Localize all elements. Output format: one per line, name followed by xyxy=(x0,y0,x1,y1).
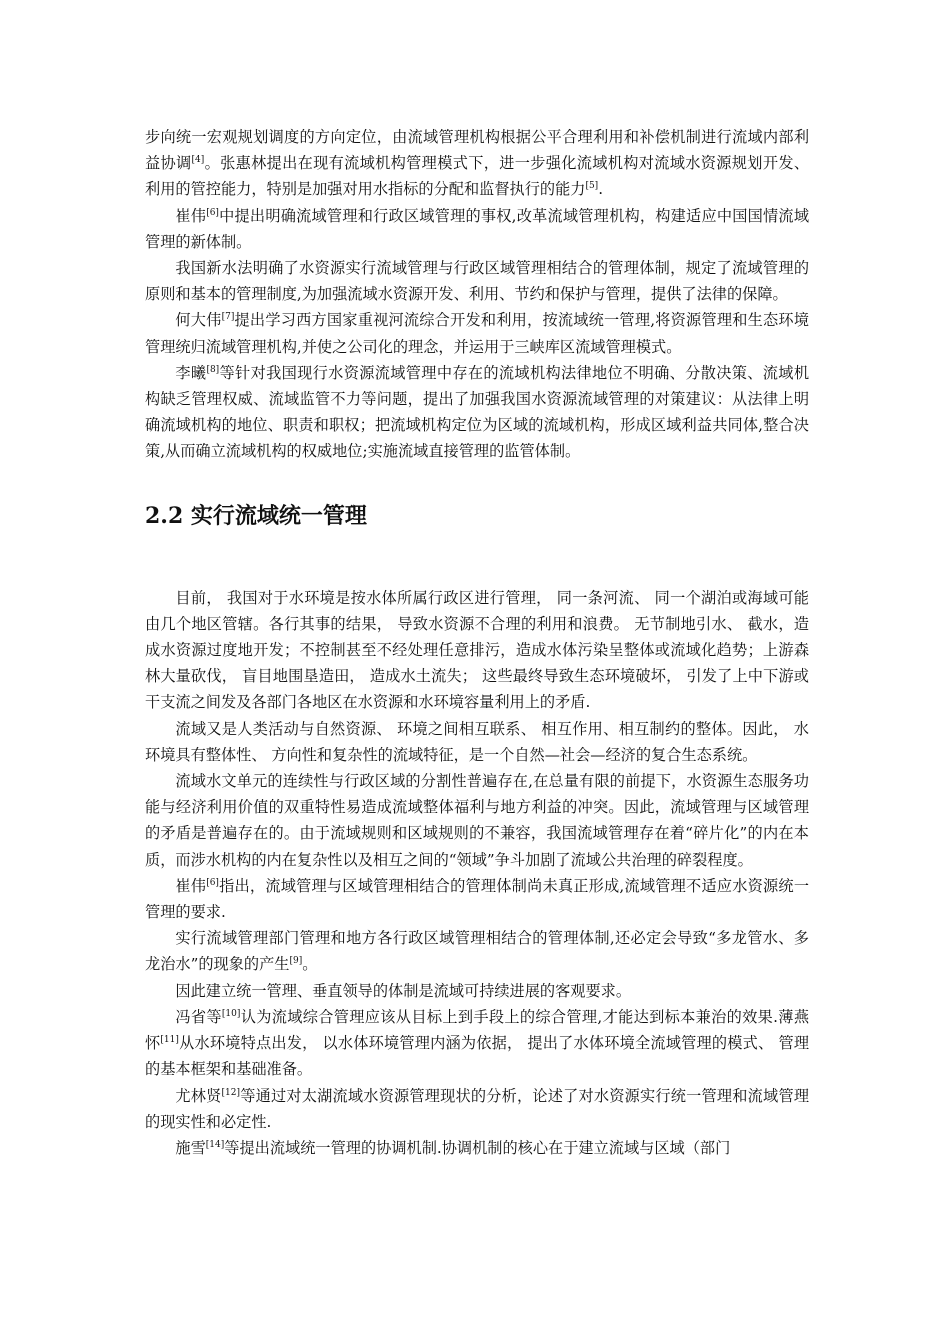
paragraph-text: 尤林贤 xyxy=(175,1086,222,1105)
paragraph-text: 崔伟 xyxy=(175,876,207,895)
citation-ref: [6] xyxy=(206,207,219,218)
paragraph-text: 崔伟 xyxy=(175,206,207,225)
paragraph xyxy=(145,925,809,977)
paragraph-text: 指出，流域管理与区域管理相结合的管理体制尚未真正形成,流域管理不适应水资源统一管理的要求. xyxy=(145,876,810,922)
paragraph xyxy=(145,360,809,465)
paragraph-text: 李曦 xyxy=(175,363,207,382)
citation-ref: [6] xyxy=(206,877,219,888)
paragraph-text: 等针对我国现行水资源流域管理中存在的流域机构法律地位不明确、分散决策、流域机构缺乏管理权威、流域监管不力等问题，提出了加强我国水资源流域管理的对策建议：从法律上明确流域机构的地位、职责和职权；把流域机构定位为区域的流域机构，形成区域利益共同体,整合决策,从而确立流域机构的权威地位;实施流域直接管理的监管体制。 xyxy=(145,363,810,461)
paragraph-text: 施雪 xyxy=(175,1138,206,1157)
paragraph xyxy=(145,255,809,307)
paragraph-text: 从水环境特点出发， 以水体环境管理内涵为依据， 提出了水体环境全流域管理的模式、 管理的基本框架和基础准备。 xyxy=(145,1034,810,1079)
paragraph xyxy=(145,1135,809,1161)
paragraph xyxy=(145,1004,809,1083)
paragraph-text: 流域又是人类活动与自然资源、 环境之间相互联系、 相互作用、相互制约的整体。因此， 水环境具有整体性、 方向性和复杂性的流域特征，是一个自然—社会—经济的复合生态系统。 xyxy=(145,719,809,764)
paragraph-text: 。张惠林提出在现有流域机构管理模式下，进一步强化流域机构对流域水资源规划开发、利用的管控能力，特别是加强对用水指标的分配和监督执行的能力 xyxy=(145,154,810,199)
paragraph-text: 流域水文单元的连续性与行政区域的分割性普遍存在,在总量有限的前提下，水资源生态服务功能与经济利用价值的双重特性易造成流域整体福利与地方利益的冲突。因此，流域管理与区域管理的矛盾是普遍存在的。由于流域规则和区域规则的不兼容，我国流域管理存在着“碎片化”的内在本质，而涉水机构的内在复杂性以及相互之间的“领域”争斗加剧了流域公共治理的碎裂程度。 xyxy=(145,772,809,869)
citation-ref: [8] xyxy=(206,364,220,375)
paragraph-text: 中提出明确流域管理和行政区域管理的事权,改革流域管理机构，构建适应中国国情流域管理的新体制。 xyxy=(145,206,810,251)
paragraph xyxy=(145,124,809,203)
document-page xyxy=(145,124,809,1161)
paragraph xyxy=(145,716,809,768)
paragraph-text: 何大伟 xyxy=(175,311,222,330)
paragraph xyxy=(145,585,809,716)
paragraph xyxy=(145,873,809,925)
paragraph-text: 因此建立统一管理、垂直领导的体制是流域可持续进展的客观要求。 xyxy=(175,981,632,1000)
paragraph-text: 等提出流域统一管理的协调机制.协调机制的核心在于建立流域与区域（部门 xyxy=(224,1138,731,1157)
citation-ref: [7] xyxy=(221,312,235,323)
paragraph-text: 目前， 我国对于水环境是按水体所属行政区进行管理， 同一条河流、 同一个湖泊或海域可能由几个地区管辖。各行其事的结果， 导致水资源不合理的利用和浪费。 无节制地引水、 截水，造成水资源过度地开发；不控制甚至不经处理任意排污，造成水体污染呈整体或流域化趋势；上游森林大量砍伐， 盲目地围垦造田， 造成水土流失； 这些最终导致生态环境破坏， 引发了上中下游或干支流之间发及各部门各地区在水资源和水环境容量利用上的矛盾. xyxy=(145,588,809,712)
section-heading: 2.2 实行流域统一管理 xyxy=(145,502,367,529)
paragraph xyxy=(145,203,809,255)
paragraph xyxy=(145,1083,809,1135)
paragraph-text: 实行流域管理部门管理和地方各行政区域管理相结合的管理体制,还必定会导致“多龙管水、多龙治水”的现象的产生 xyxy=(145,929,809,974)
paragraph-text: 冯省等 xyxy=(175,1007,222,1026)
paragraph-text: 步向统一宏观规划调度的方向定位，由流域管理机构根据公平合理利用和补偿机制进行流域内部利益协调 xyxy=(145,128,809,173)
citation-ref: [9] xyxy=(289,956,303,967)
paragraph-text: . xyxy=(598,180,604,199)
paragraph-text: 等通过对太湖流域水资源管理现状的分析，论述了对水资源实行统一管理和流域管理的现实性和必定性. xyxy=(145,1086,810,1131)
citation-ref: [5] xyxy=(585,181,599,192)
section-body-2 xyxy=(145,585,809,1161)
paragraph-text: 我国新水法明确了水资源实行流域管理与行政区域管理相结合的管理体制，规定了流域管理的原则和基本的管理制度,为加强流域水资源开发、利用、节约和保护与管理，提供了法律的保障。 xyxy=(145,259,809,304)
paragraph xyxy=(145,307,809,359)
paragraph-text: 。 xyxy=(302,955,318,974)
paragraph-text: 认为流域综合管理应该从目标上到手段上的综合管理,才能达到标本兼治的效果.薄燕怀 xyxy=(145,1007,810,1053)
paragraph xyxy=(145,768,809,873)
citation-ref: [10] xyxy=(221,1008,241,1019)
citation-ref: [11] xyxy=(160,1035,179,1046)
citation-ref: [14] xyxy=(205,1139,225,1150)
paragraph xyxy=(145,978,809,1004)
section-body-1 xyxy=(145,124,809,465)
citation-ref: [12] xyxy=(221,1087,241,1098)
citation-ref: [4] xyxy=(191,155,205,166)
paragraph-text: 提出学习西方国家重视河流综合开发和利用，按流域统一管理,将资源管理和生态环境管理统归流域管理机构,并使之公司化的理念，并运用于三峡库区流域管理模式。 xyxy=(145,311,810,356)
